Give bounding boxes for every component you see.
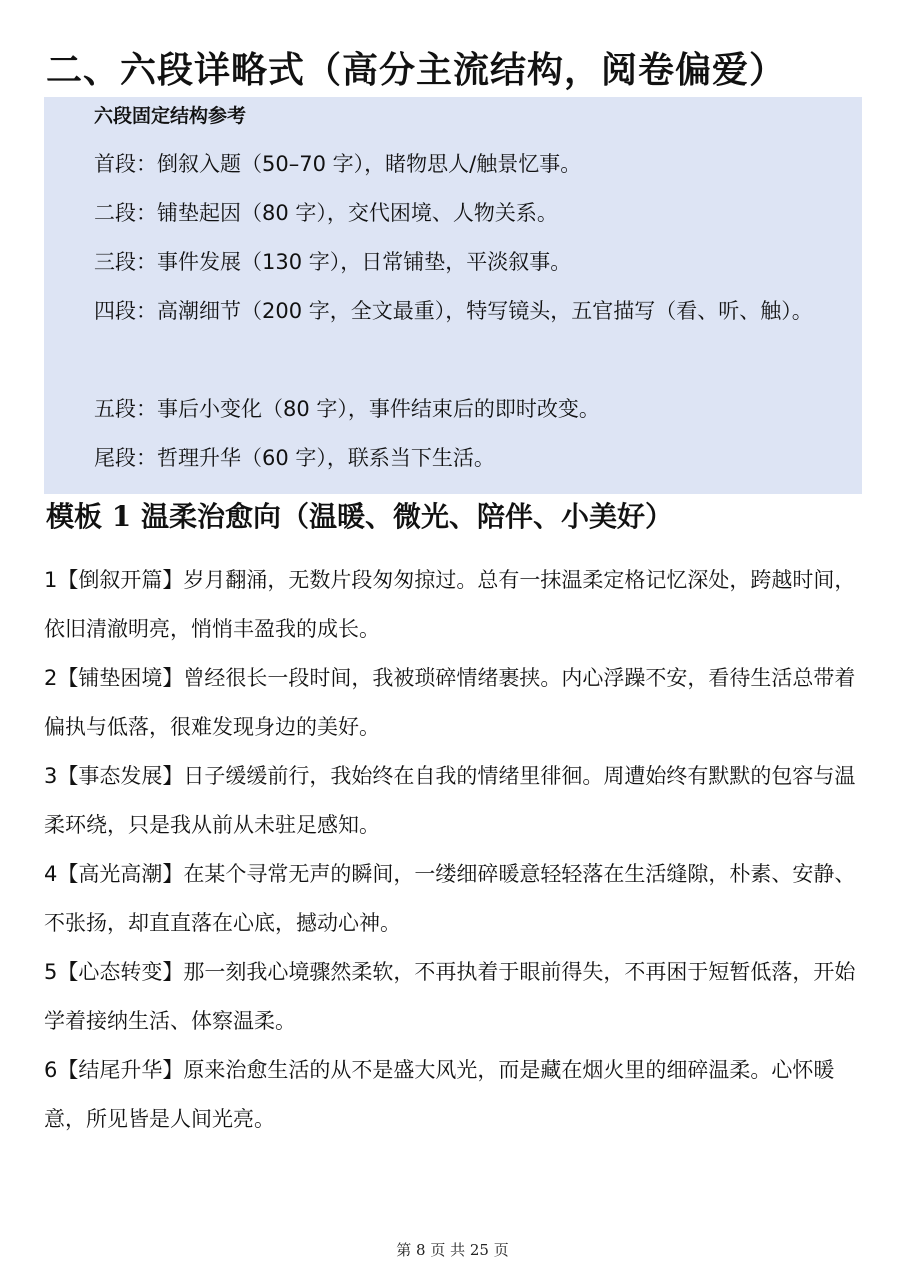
structure-box-title: 六段固定结构参考	[94, 105, 247, 127]
template-paragraph: 6【结尾升华】原来治愈生活的从不是盛大风光，而是藏在烟火里的细碎温柔。心怀暖意，所见皆是人间光亮。	[44, 1058, 835, 1131]
template-paragraph: 4【高光高潮】在某个寻常无声的瞬间，一缕细碎暖意轻轻落在生活缝隙，朴素、安静、不张扬，却直直落在心底，撼动心神。	[44, 862, 856, 935]
page-number: 第 8 页 共 25 页	[396, 1241, 509, 1259]
structure-segment: 三段：事件发展（130 字），日常铺垫，平淡叙事。	[94, 250, 572, 274]
section-heading: 二、六段详略式（高分主流结构，阅卷偏爱）	[46, 49, 787, 91]
structure-segment: 尾段：哲理升华（60 字），联系当下生活。	[94, 446, 495, 470]
template-paragraph: 5【心态转变】那一刻我心境骤然柔软，不再执着于眼前得失，不再困于短暂低落，开始学着接纳生活、体察温柔。	[44, 960, 856, 1033]
template-heading: 模板 1 温柔治愈向（温暖、微光、陪伴、小美好）	[46, 500, 673, 533]
template-paragraph: 1【倒叙开篇】岁月翻涌，无数片段匆匆掠过。总有一抹温柔定格记忆深处，跨越时间，依旧清澈明亮，悄悄丰盈我的成长。	[44, 568, 856, 641]
structure-segment: 四段：高潮细节（200 字，全文最重），特写镜头，五官描写（看、听、触）。	[94, 299, 813, 323]
structure-segment: 首段：倒叙入题（50–70 字），睹物思人/触景忆事。	[94, 152, 582, 176]
structure-segment: 二段：铺垫起因（80 字），交代困境、人物关系。	[94, 201, 558, 225]
structure-segment: 五段：事后小变化（80 字），事件结束后的即时改变。	[94, 397, 600, 421]
template-paragraph: 2【铺垫困境】曾经很长一段时间，我被琐碎情绪裹挟。内心浮躁不安，看待生活总带着偏执与低落，很难发现身边的美好。	[44, 666, 856, 739]
template-paragraph: 3【事态发展】日子缓缓前行，我始终在自我的情绪里徘徊。周遭始终有默默的包容与温柔环绕，只是我从前从未驻足感知。	[44, 764, 856, 837]
